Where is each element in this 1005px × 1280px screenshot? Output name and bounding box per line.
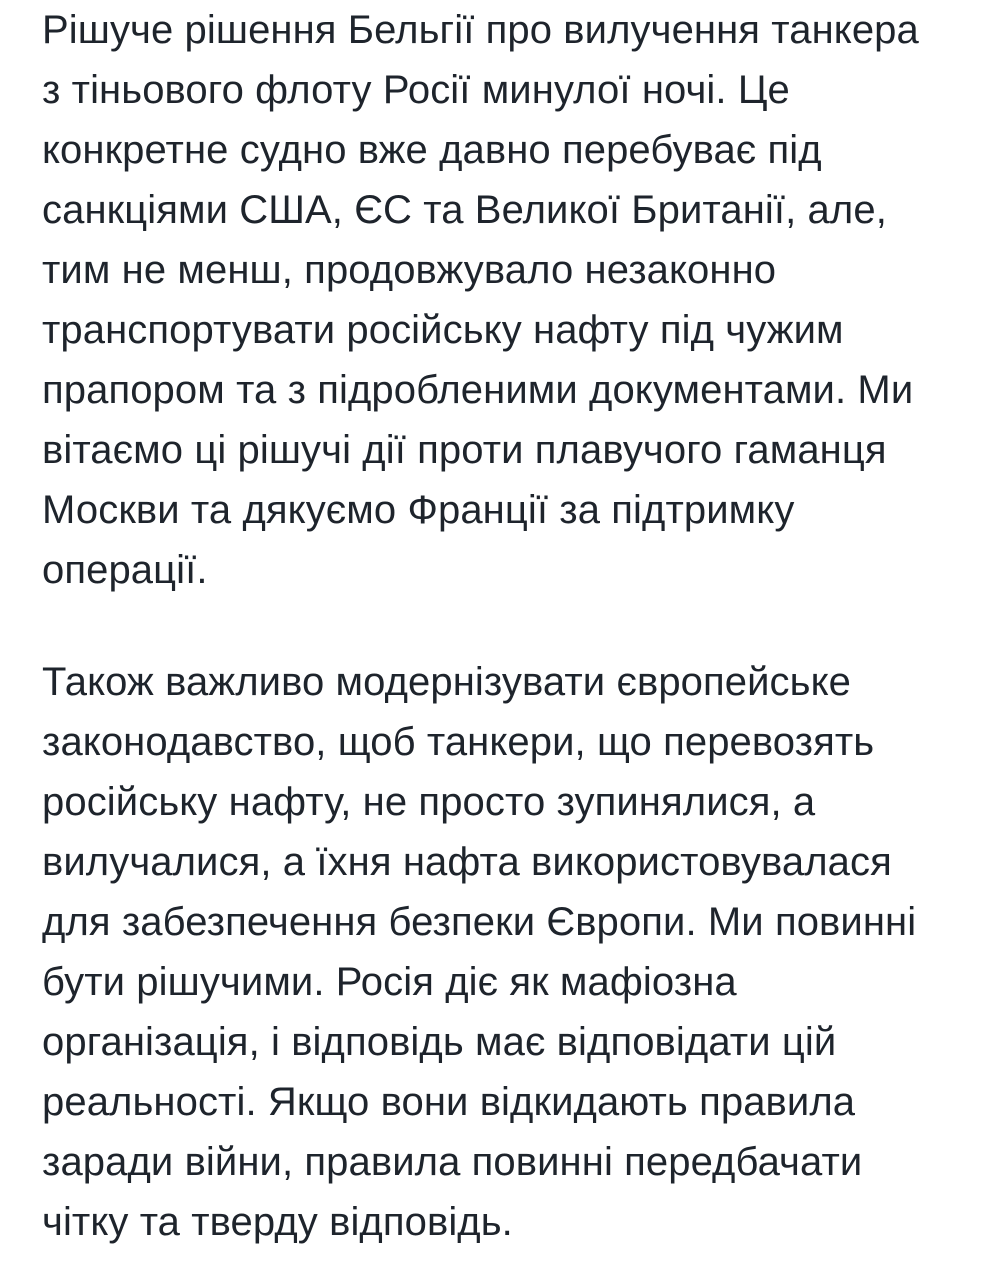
text-line: законодавство, щоб танкери, що перевозять xyxy=(42,720,875,764)
text-line: чітку та тверду відповідь. xyxy=(42,1200,513,1244)
text-line: прапором та з підробленими документами. Ми xyxy=(42,368,914,412)
text-line: Також важливо модернізувати європейське xyxy=(42,660,851,704)
text-line: тим не менш, продовжувало незаконно xyxy=(42,248,777,292)
text-line: конкретне судно вже давно перебуває під xyxy=(42,128,822,172)
text-line: російську нафту, не просто зупинялися, а xyxy=(42,780,816,824)
paragraph-2 xyxy=(42,652,969,1252)
text-line: організація, і відповідь має відповідати цій xyxy=(42,1020,837,1064)
text-line: з тіньового флоту Росії минулої ночі. Це xyxy=(42,68,790,112)
text-line: бути рішучими. Росія діє як мафіозна xyxy=(42,960,737,1004)
text-line: транспортувати російську нафту під чужим xyxy=(42,308,844,352)
text-line: Москви та дякуємо Франції за підтримку xyxy=(42,488,795,532)
paragraph-1 xyxy=(42,0,969,600)
text-line: для забезпечення безпеки Європи. Ми повинні xyxy=(42,900,917,944)
text-line: Рішуче рішення Бельгії про вилучення танкера xyxy=(42,8,919,52)
text-line: вилучалися, а їхня нафта використовувалася xyxy=(42,840,892,884)
text-line: санкціями США, ЄС та Великої Британії, але, xyxy=(42,188,887,232)
text-line: заради війни, правила повинні передбачати xyxy=(42,1140,863,1184)
text-line: вітаємо ці рішучі дії проти плавучого гаманця xyxy=(42,428,887,472)
text-line: операції. xyxy=(42,548,208,592)
text-line: реальності. Якщо вони відкидають правила xyxy=(42,1080,856,1124)
